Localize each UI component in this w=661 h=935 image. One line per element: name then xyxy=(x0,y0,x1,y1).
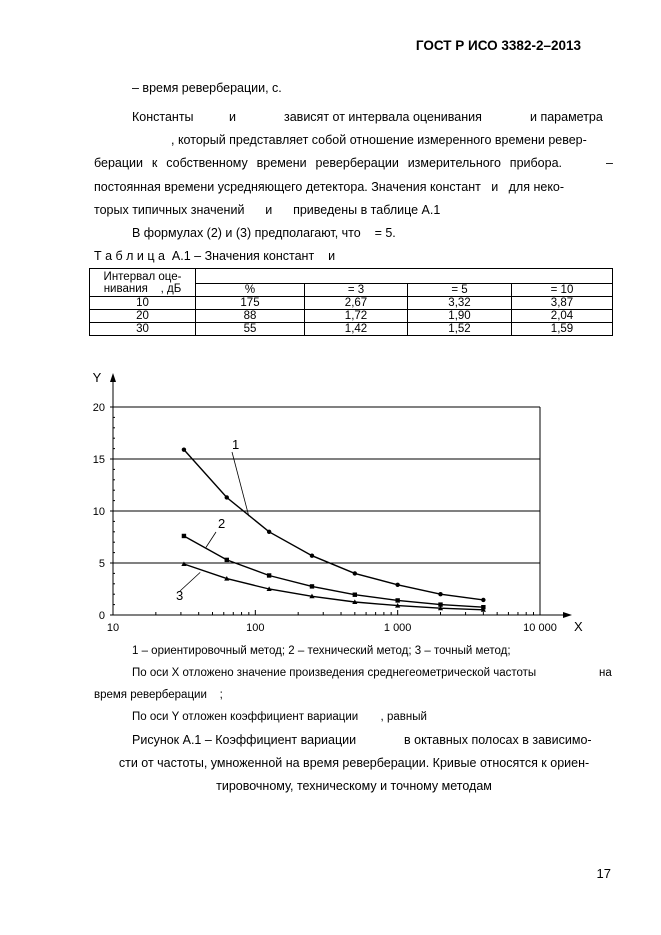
series-line-2 xyxy=(184,536,484,607)
curve-label: 1 xyxy=(232,437,240,452)
table-cell: 30 xyxy=(90,323,196,336)
table-cell: 2,67 xyxy=(305,297,408,310)
table-cell: 1,42 xyxy=(305,323,408,336)
figure-note-x: По оси X отложено значение произведения среднегеометрической частоты xyxy=(132,667,537,679)
y-tick-label: 20 xyxy=(92,402,105,414)
figure-legend: 1 – ориентировочный метод; 2 – технический метод; 3 – точный метод; xyxy=(132,645,511,657)
data-point xyxy=(225,495,229,499)
y-tick-label: 0 xyxy=(98,610,105,622)
data-point xyxy=(310,554,314,558)
figure-caption: тировочному, техническому и точному методам xyxy=(216,779,492,793)
x-tick-label: 100 xyxy=(246,622,265,634)
chart-series xyxy=(181,447,486,611)
text-line: берации к собственному времени реверберации измерительного прибора. xyxy=(94,156,562,170)
table-header-cell: % xyxy=(196,284,305,297)
x-tick-label: 1 000 xyxy=(383,622,412,634)
curve-label: 2 xyxy=(218,516,226,531)
data-point xyxy=(267,573,271,577)
data-point xyxy=(353,593,357,597)
text-line: и xyxy=(229,110,236,124)
figure-note-y: По оси Y отложен коэффициент вариации , равный xyxy=(132,711,427,723)
x-axis-arrow xyxy=(563,612,572,618)
data-point xyxy=(395,598,399,602)
table-cell: 1,72 xyxy=(305,310,408,323)
text-line: – время реверберации, с. xyxy=(132,81,282,95)
curve-label: 3 xyxy=(176,588,184,603)
data-point xyxy=(182,534,186,538)
text-line: В формулах (2) и (3) предполагают, что = 5. xyxy=(132,226,396,240)
table-header-cell: = 3 xyxy=(305,284,408,297)
table-cell: 88 xyxy=(196,310,305,323)
figure-caption: в октавных полосах в зависимо- xyxy=(404,733,592,747)
data-point xyxy=(310,584,314,588)
table-header-cell: = 10 xyxy=(512,284,613,297)
data-point xyxy=(267,530,271,534)
chart-ticks xyxy=(93,402,557,634)
variation-coefficient-chart xyxy=(0,360,661,640)
chart-axes xyxy=(110,373,572,618)
text-line: постоянная времени усредняющего детектора. Значения констант и для неко- xyxy=(94,180,565,194)
constants-table xyxy=(89,268,613,336)
data-point xyxy=(225,558,229,562)
y-tick-label: 10 xyxy=(92,506,105,518)
text-line: Константы xyxy=(132,110,194,124)
curve-leader-line xyxy=(232,452,249,516)
data-point xyxy=(181,561,186,566)
page-number: 17 xyxy=(596,866,611,881)
table-cell: 55 xyxy=(196,323,305,336)
table-caption: Т а б л и ц а А.1 – Значения констант и xyxy=(94,249,336,263)
series-line-1 xyxy=(184,450,484,600)
data-point xyxy=(481,598,485,602)
x-axis-label: X xyxy=(574,619,583,634)
figure-note-x-2: время реверберации ; xyxy=(94,689,223,701)
figure-note-x-on: на xyxy=(599,667,612,679)
table-row xyxy=(90,323,613,336)
text-line: торых типичных значений и приведены в таблице А.1 xyxy=(94,203,441,217)
table-cell: 1,90 xyxy=(408,310,512,323)
table-cell: 10 xyxy=(90,297,196,310)
y-axis-label: Y xyxy=(92,370,102,385)
table-header-text: Интервал оце- xyxy=(103,270,182,283)
figure-caption: Рисунок А.1 – Коэффициент вариации xyxy=(132,733,357,747)
table-header-text: нивания , дБ xyxy=(103,282,182,295)
data-point xyxy=(438,592,442,596)
text-line: , который представляет собой отношение измеренного времени ревер- xyxy=(171,133,587,147)
table-cell: 20 xyxy=(90,310,196,323)
table-cell: 175 xyxy=(196,297,305,310)
table-cell: 1,59 xyxy=(512,323,613,336)
table-header-interval xyxy=(90,269,196,297)
y-tick-label: 15 xyxy=(92,454,105,466)
chart-labels xyxy=(93,370,583,634)
page-header: ГОСТ Р ИСО 3382-2–2013 xyxy=(415,38,581,53)
y-axis-arrow xyxy=(110,373,116,382)
curve-leader-line xyxy=(206,532,216,547)
data-point xyxy=(395,583,399,587)
x-tick-label: 10 xyxy=(106,622,120,634)
figure-caption: сти от частоты, умноженной на время реверберации. Кривые относятся к ориен- xyxy=(118,756,590,770)
text-line: и параметра xyxy=(530,110,603,124)
table-header-group xyxy=(196,269,613,284)
text-line: – xyxy=(606,156,613,170)
chart-grid xyxy=(113,407,540,615)
data-point xyxy=(353,571,357,575)
table-row xyxy=(90,310,613,323)
text-line: зависят от интервала оценивания xyxy=(284,110,482,124)
table-cell: 3,87 xyxy=(512,297,613,310)
table-header-cell: = 5 xyxy=(408,284,512,297)
table-cell: 3,32 xyxy=(408,297,512,310)
table-row xyxy=(90,297,613,310)
data-point xyxy=(182,447,186,451)
x-tick-label: 10 000 xyxy=(523,622,557,634)
y-tick-label: 5 xyxy=(98,558,105,570)
table-cell: 1,52 xyxy=(408,323,512,336)
table-cell: 2,04 xyxy=(512,310,613,323)
